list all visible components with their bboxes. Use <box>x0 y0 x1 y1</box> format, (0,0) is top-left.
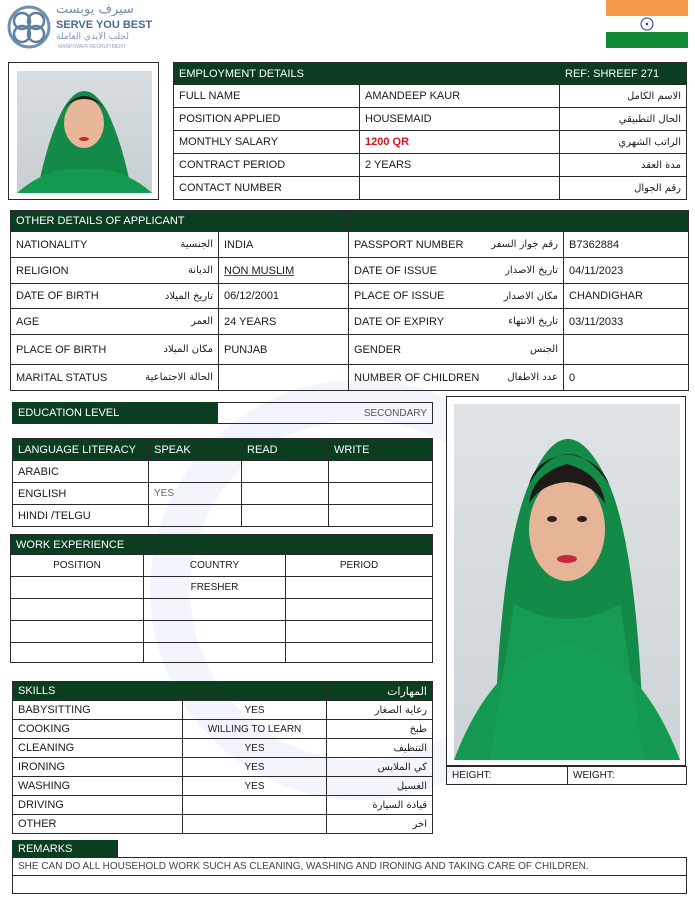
speak-value: YES <box>149 483 242 505</box>
language-name: HINDI /TELGU <box>13 505 149 527</box>
passport-number-arabic: رقم جواز السفر <box>491 239 558 250</box>
skill-arabic: اخر <box>327 815 433 834</box>
table-row <box>13 758 433 777</box>
place-of-birth-label: PLACE OF BIRTH <box>16 343 107 356</box>
remarks-blank-line <box>13 876 687 894</box>
other-details-heading: OTHER DETAILS OF APPLICANT <box>11 211 349 232</box>
position-applied-label: POSITION APPLIED <box>174 108 360 131</box>
religion-arabic: الديانة <box>187 265 213 276</box>
table-row <box>11 643 433 663</box>
logo-icon <box>6 4 52 50</box>
nationality-value: INDIA <box>219 232 349 258</box>
date-of-expiry-arabic: تاريخ الانتهاء <box>508 316 558 327</box>
table-row <box>13 483 433 505</box>
date-of-issue-arabic: تاريخ الاصدار <box>505 265 558 276</box>
logo-arabic-tagline: لجلب الايدي العاملة <box>56 32 129 42</box>
india-flag-icon <box>606 0 688 48</box>
contact-number-arabic: رقم الجوال <box>560 177 687 200</box>
skill-value: WILLING TO LEARN <box>183 720 327 739</box>
logo-name: SERVE YOU BEST <box>56 19 153 31</box>
read-value <box>242 461 329 483</box>
other-details-heading-blank <box>349 211 689 232</box>
read-header: READ <box>242 439 329 461</box>
date-of-birth-label: DATE OF BIRTH <box>16 290 99 302</box>
skill-arabic: التنظيف <box>327 739 433 758</box>
applicant-photo-small <box>17 71 152 193</box>
passport-number-value: B7362884 <box>564 232 689 258</box>
skill-value: YES <box>183 701 327 720</box>
country-header: COUNTRY <box>144 555 286 577</box>
remarks-heading-blank <box>118 841 687 858</box>
nationality-label: NATIONALITY <box>16 238 88 251</box>
speak-header: SPEAK <box>149 439 242 461</box>
skill-name: COOKING <box>13 720 183 739</box>
place-of-issue-arabic: مكان الاصدار <box>503 290 558 302</box>
age-value: 24 YEARS <box>219 309 349 335</box>
table-row <box>13 739 433 758</box>
table-row <box>13 777 433 796</box>
work-period <box>286 621 433 643</box>
table-row <box>13 505 433 527</box>
work-period <box>286 577 433 599</box>
work-country <box>144 599 286 621</box>
company-logo <box>6 2 156 52</box>
skills-table <box>12 681 433 834</box>
skill-value: YES <box>183 758 327 777</box>
full-name-arabic: الاسم الكامل <box>560 85 687 108</box>
marital-status-arabic: الحالة الاجتماعية <box>145 372 213 383</box>
skill-value: YES <box>183 777 327 796</box>
skill-name: BABYSITTING <box>13 701 183 720</box>
table-row <box>11 232 689 258</box>
table-row <box>11 335 689 365</box>
table-row <box>13 461 433 483</box>
place-of-birth-value: PUNJAB <box>219 335 349 365</box>
large-photo-frame <box>446 396 686 766</box>
write-value <box>329 461 433 483</box>
education-heading: EDUCATION LEVEL <box>13 403 218 424</box>
remarks-text: SHE CAN DO ALL HOUSEHOLD WORK SUCH AS CLEANING, WASHING AND IRONING AND TAKING CARE OF CHILDREN. <box>13 858 687 876</box>
age-label: AGE <box>16 315 40 328</box>
skill-value: YES <box>183 739 327 758</box>
period-header: PERIOD <box>286 555 433 577</box>
height-label: HEIGHT: <box>447 767 568 785</box>
date-of-birth-arabic: تاريخ الميلاد <box>164 290 213 302</box>
passport-number-label: PASSPORT NUMBER <box>354 238 464 251</box>
skill-arabic: طبخ <box>327 720 433 739</box>
number-of-children-label: NUMBER OF CHILDREN <box>354 371 480 384</box>
write-value <box>329 505 433 527</box>
table-row <box>11 577 433 599</box>
write-value <box>329 483 433 505</box>
measurements-table <box>446 766 687 785</box>
monthly-salary-label: MONTHLY SALARY <box>174 131 360 154</box>
read-value <box>242 483 329 505</box>
place-of-issue-label: PLACE OF ISSUE <box>354 290 445 302</box>
table-row <box>11 309 689 335</box>
contact-number-value <box>360 177 560 200</box>
nationality-arabic: الجنسية <box>180 239 213 250</box>
place-of-birth-arabic: مكان الميلاد <box>163 344 213 355</box>
number-of-children-arabic: عدد الاطفال <box>507 372 558 383</box>
speak-value <box>149 505 242 527</box>
applicant-photo-large <box>454 404 680 760</box>
skill-arabic: كي الملابس <box>327 758 433 777</box>
table-row <box>11 284 689 309</box>
position-applied-arabic: الحال التطبيقي <box>560 108 687 131</box>
marital-status-value <box>219 365 349 391</box>
work-position <box>11 599 144 621</box>
work-position <box>11 621 144 643</box>
remarks-table <box>12 840 687 894</box>
table-row <box>13 815 433 834</box>
gender-value <box>564 335 689 365</box>
skill-value <box>183 815 327 834</box>
education-table <box>12 402 433 424</box>
marital-status-label: MARITAL STATUS <box>16 371 108 384</box>
skill-value <box>183 796 327 815</box>
age-arabic: العمر <box>191 316 213 327</box>
speak-value <box>149 461 242 483</box>
table-row <box>13 720 433 739</box>
write-header: WRITE <box>329 439 433 461</box>
contact-number-label: CONTACT NUMBER <box>174 177 360 200</box>
skill-arabic: رعاية الصغار <box>327 701 433 720</box>
skill-arabic: الغسيل <box>327 777 433 796</box>
table-row <box>11 365 689 391</box>
work-country <box>144 621 286 643</box>
contract-period-arabic: مدة العقد <box>560 154 687 177</box>
language-name: ENGLISH <box>13 483 149 505</box>
full-name-label: FULL NAME <box>174 85 360 108</box>
date-of-expiry-value: 03/11/2033 <box>564 309 689 335</box>
logo-sub: MANPOWER RECRUITMENT <box>58 44 126 50</box>
work-period <box>286 599 433 621</box>
date-of-expiry-label: DATE OF EXPIRY <box>354 315 445 328</box>
number-of-children-value: 0 <box>564 365 689 391</box>
table-row <box>11 258 689 284</box>
language-table <box>12 438 433 527</box>
work-experience-table <box>10 534 433 663</box>
position-applied-value: HOUSEMAID <box>360 108 560 131</box>
work-country <box>144 643 286 663</box>
contract-period-value: 2 YEARS <box>360 154 560 177</box>
table-row <box>11 621 433 643</box>
work-experience-heading: WORK EXPERIENCE <box>11 535 433 555</box>
employment-heading: EMPLOYMENT DETAILS <box>174 63 560 85</box>
reference-number: REF: SHREEF 271 <box>560 63 687 85</box>
date-of-birth-value: 06/12/2001 <box>219 284 349 309</box>
date-of-issue-value: 04/11/2023 <box>564 258 689 284</box>
table-row <box>13 701 433 720</box>
skills-heading-arabic: المهارات <box>327 682 433 701</box>
gender-label: GENDER <box>354 343 402 356</box>
work-country: FRESHER <box>144 577 286 599</box>
place-of-issue-value: CHANDIGHAR <box>564 284 689 309</box>
language-name: ARABIC <box>13 461 149 483</box>
monthly-salary-arabic: الراتب الشهري <box>560 131 687 154</box>
gender-arabic: الجنس <box>529 344 558 355</box>
logo-arabic-name: سيرف يوبست <box>56 2 134 17</box>
position-header: POSITION <box>11 555 144 577</box>
skill-name: WASHING <box>13 777 183 796</box>
table-row <box>13 796 433 815</box>
skill-arabic: قيادة السيارة <box>327 796 433 815</box>
remarks-heading: REMARKS <box>13 841 118 858</box>
read-value <box>242 505 329 527</box>
full-name-value: AMANDEEP KAUR <box>360 85 560 108</box>
religion-label: RELIGION <box>16 264 69 277</box>
skill-name: CLEANING <box>13 739 183 758</box>
skill-name: OTHER <box>13 815 183 834</box>
skills-heading: SKILLS <box>13 682 327 701</box>
table-row <box>11 599 433 621</box>
contract-period-label: CONTRACT PERIOD <box>174 154 360 177</box>
work-position <box>11 643 144 663</box>
work-period <box>286 643 433 663</box>
monthly-salary-value: 1200 QR <box>360 131 560 154</box>
education-value: SECONDARY <box>218 403 433 424</box>
language-literacy-header: LANGUAGE LITERACY <box>13 439 149 461</box>
other-details-table <box>10 210 689 391</box>
skill-name: IRONING <box>13 758 183 777</box>
work-position <box>11 577 144 599</box>
religion-value: NON MUSLIM <box>219 258 349 284</box>
small-photo-frame <box>8 62 159 200</box>
employment-table <box>173 62 687 200</box>
skill-name: DRIVING <box>13 796 183 815</box>
date-of-issue-label: DATE OF ISSUE <box>354 264 437 277</box>
weight-label: WEIGHT: <box>568 767 687 785</box>
